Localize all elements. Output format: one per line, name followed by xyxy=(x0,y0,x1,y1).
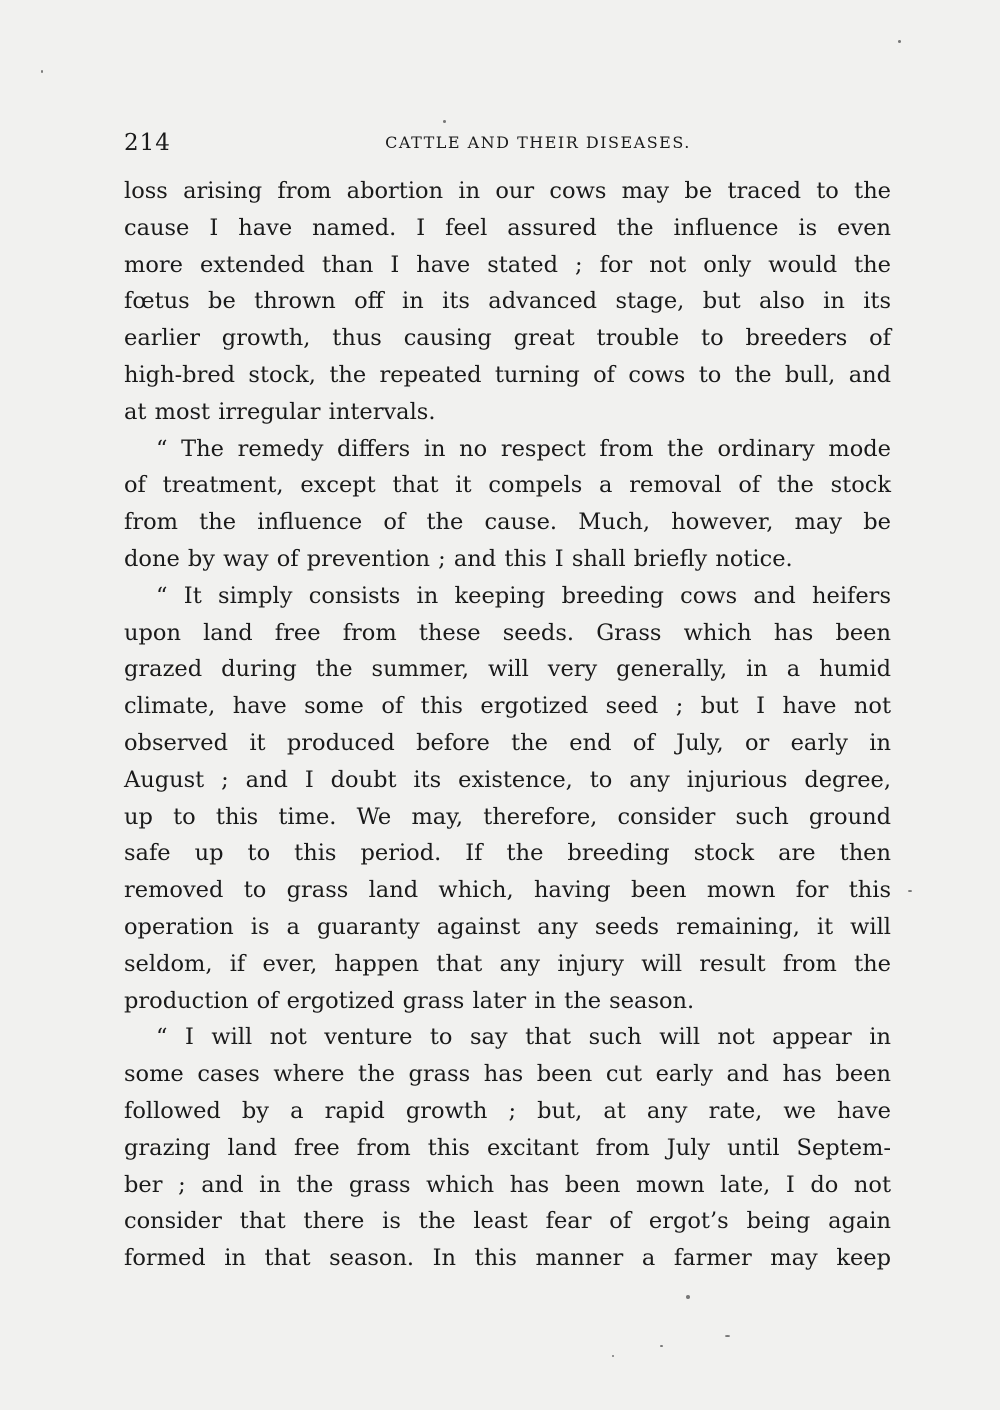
text-line: more extended than I have stated ; for not only would the xyxy=(124,251,891,278)
text-line: formed in that season. In this manner a farmer may keep xyxy=(124,1245,891,1272)
text-line: climate, have some of this ergotized seed ; but I have not xyxy=(124,693,891,720)
text-line: grazed during the summer, will very generally, in a humid xyxy=(124,656,891,683)
text-line: consider that there is the least fear of ergot’s being again xyxy=(124,1208,891,1235)
running-head xyxy=(124,130,892,160)
scan-speck xyxy=(612,1355,614,1357)
text-line: of treatment, except that it compels a removal of the stock xyxy=(124,472,891,499)
text-line: ber ; and in the grass which has been mown late, I do not xyxy=(124,1171,891,1198)
scan-speck xyxy=(898,40,901,43)
text-line: seldom, if ever, happen that any injury will result from the xyxy=(124,950,891,977)
text-line: cause I have named. I feel assured the influence is even xyxy=(124,214,891,241)
text-line: high-bred stock, the repeated turning of cows to the bull, and xyxy=(124,361,891,388)
text-line: operation is a guaranty against any seeds remaining, it will xyxy=(124,913,891,940)
text-line: “ The remedy differs in no respect from the ordinary mode xyxy=(156,435,891,462)
text-line: grazing land free from this excitant from July until Septem- xyxy=(124,1134,891,1161)
text-line: from the influence of the cause. Much, however, may be xyxy=(124,509,891,536)
text-line: August ; and I doubt its existence, to any injurious degree, xyxy=(124,766,891,793)
scan-speck xyxy=(686,1295,690,1299)
paragraph-2 xyxy=(124,431,891,578)
text-line: followed by a rapid growth ; but, at any rate, we have xyxy=(124,1097,891,1124)
scan-speck xyxy=(41,70,43,73)
text-line: some cases where the grass has been cut early and has been xyxy=(124,1061,891,1088)
text-line: production of ergotized grass later in the season. xyxy=(124,987,695,1014)
text-line: “ It simply consists in keeping breeding cows and heifers xyxy=(156,582,891,609)
scan-speck xyxy=(908,890,912,892)
text-line: upon land free from these seeds. Grass which has been xyxy=(124,619,891,646)
text-line: at most irregular intervals. xyxy=(124,398,436,425)
text-line: fœtus be thrown off in its advanced stage, but also in its xyxy=(124,288,891,315)
paragraph-4 xyxy=(124,1019,891,1277)
text-line: up to this time. We may, therefore, consider such ground xyxy=(124,803,891,830)
scan-speck xyxy=(725,1335,730,1337)
scan-speck xyxy=(660,1345,663,1347)
scan-speck xyxy=(443,120,446,123)
text-line: loss arising from abortion in our cows may be traced to the xyxy=(124,178,891,204)
text-line: “ I will not venture to say that such will not appear in xyxy=(156,1024,891,1051)
text-line: earlier growth, thus causing great trouble to breeders of xyxy=(124,325,891,352)
body-text xyxy=(124,173,891,1277)
text-line: done by way of prevention ; and this I shall briefly notice. xyxy=(124,545,793,572)
text-line: safe up to this period. If the breeding stock are then xyxy=(124,840,891,867)
paragraph-1 xyxy=(124,173,891,431)
text-line: observed it produced before the end of July, or early in xyxy=(124,729,891,756)
text-line: removed to grass land which, having been mown for this xyxy=(124,877,891,904)
running-title: CATTLE AND THEIR DISEASES. xyxy=(385,133,691,152)
paragraph-3 xyxy=(124,578,891,1020)
page-number: 214 xyxy=(124,130,171,156)
